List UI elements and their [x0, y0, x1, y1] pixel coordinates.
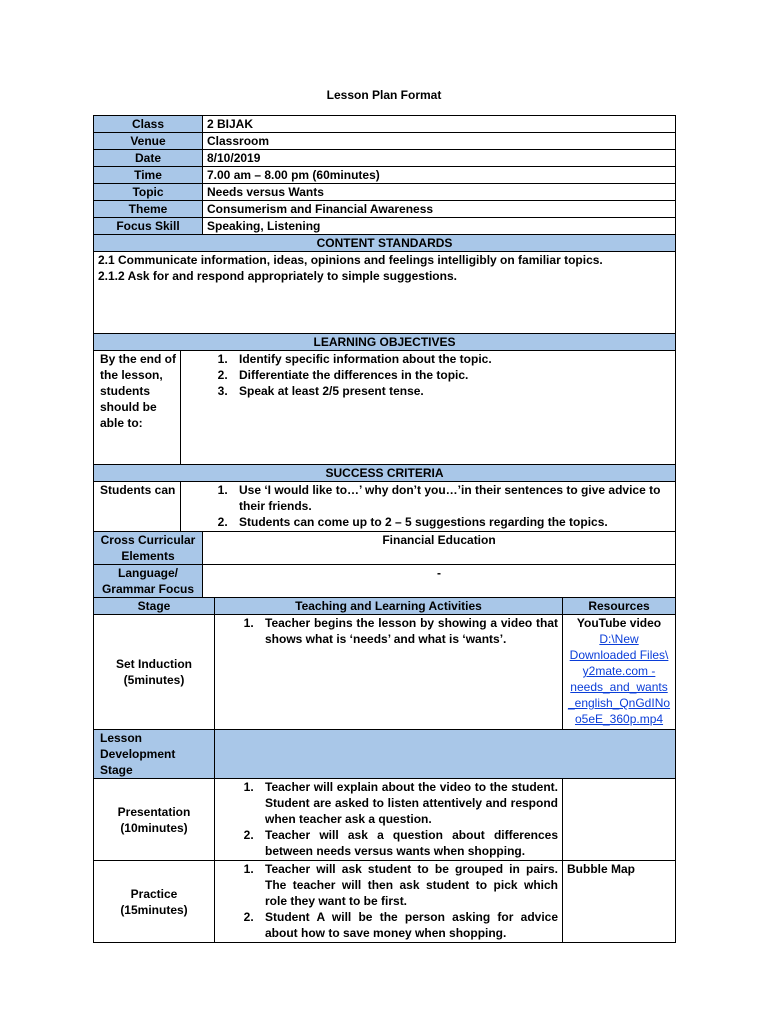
resource-title: YouTube video — [576, 616, 662, 630]
content-standard-line: 2.1 Communicate information, ideas, opinions and feelings intelligibly on familiar topics. — [98, 253, 603, 267]
language-focus-row — [94, 565, 676, 598]
info-value: Needs versus Wants — [203, 184, 676, 201]
presentation-stage: Presentation (10minutes) — [94, 779, 215, 861]
info-label: Class — [94, 116, 203, 133]
activity-item: 1. Teacher will ask student to be grouped in pairs. The teacher will then ask student to pick which role they want to be first. — [257, 861, 558, 909]
info-label: Venue — [94, 133, 203, 150]
info-row-class — [94, 116, 676, 133]
set-induction-stage: Set Induction (5minutes) — [94, 615, 215, 730]
info-label: Theme — [94, 201, 203, 218]
lesson-plan-table — [93, 115, 676, 943]
cross-curricular-value: Financial Education — [203, 532, 676, 565]
objective-item: 1. Identify specific information about the topic. — [231, 351, 671, 367]
resources-header: Resources — [563, 598, 676, 615]
success-criteria-row — [94, 482, 676, 532]
objective-item: 3. Speak at least 2/5 present tense. — [231, 383, 671, 399]
practice-list — [219, 861, 558, 941]
info-row-time — [94, 167, 676, 184]
info-value: Consumerism and Financial Awareness — [203, 201, 676, 218]
info-row-topic — [94, 184, 676, 201]
lesson-development-label: Lesson Development Stage — [94, 730, 215, 779]
success-criteria-label: Students can — [94, 482, 181, 532]
activities-header-row — [94, 598, 676, 615]
info-row-theme — [94, 201, 676, 218]
success-criteria-list-cell — [181, 482, 676, 532]
learning-objectives-list-cell — [181, 351, 676, 465]
info-value: 8/10/2019 — [203, 150, 676, 167]
success-criteria-list — [185, 482, 671, 530]
content-standards-row — [94, 252, 676, 334]
learning-objectives-list — [185, 351, 671, 399]
info-row-venue — [94, 133, 676, 150]
criteria-item: 2. Students can come up to 2 – 5 suggestions regarding the topics. — [231, 514, 671, 530]
info-row-date — [94, 150, 676, 167]
info-value: Classroom — [203, 133, 676, 150]
info-label: Focus Skill — [94, 218, 203, 235]
activity-item: 2. Student A will be the person asking for advice about how to save money when shopping. — [257, 909, 558, 941]
language-focus-label: Language/ Grammar Focus — [94, 565, 203, 598]
cross-curricular-row — [94, 532, 676, 565]
activity-item: 1. Teacher begins the lesson by showing a video that shows what is ‘needs’ and what is ‘wants’. — [257, 615, 558, 647]
presentation-resources — [563, 779, 676, 861]
section-header: CONTENT STANDARDS — [94, 235, 676, 252]
info-label: Topic — [94, 184, 203, 201]
cross-curricular-label: Cross Curricular Elements — [94, 532, 203, 565]
success-criteria-header-row — [94, 465, 676, 482]
objective-item: 2. Differentiate the differences in the topic. — [231, 367, 671, 383]
video-file-link[interactable]: D:\New Downloaded Files\ y2mate.com - needs_and_wants _english_QnGdINo o5eE_360p.mp4 — [567, 632, 671, 726]
page-title: Lesson Plan Format — [326, 88, 442, 102]
activity-item: 2. Teacher will ask a question about differences between needs versus wants when shopping. — [257, 827, 558, 859]
presentation-list — [219, 779, 558, 859]
activity-item: 1. Teacher will explain about the video to the student. Student are asked to listen attentively and respond when teacher ask a question. — [257, 779, 558, 827]
lesson-development-row — [94, 730, 676, 779]
presentation-activities — [215, 779, 563, 861]
info-label: Date — [94, 150, 203, 167]
practice-stage: Practice (15minutes) — [94, 861, 215, 943]
set-induction-activities — [215, 615, 563, 730]
practice-activities — [215, 861, 563, 943]
lesson-development-fill — [215, 730, 676, 779]
section-header: SUCCESS CRITERIA — [94, 465, 676, 482]
content-standards-cell — [94, 252, 676, 334]
criteria-item: 1. Use ‘I would like to…’ why don’t you…’in their sentences to give advice to their friends. — [231, 482, 671, 514]
learning-objectives-header-row — [94, 334, 676, 351]
content-standards-header-row — [94, 235, 676, 252]
activities-header: Teaching and Learning Activities — [215, 598, 563, 615]
content-standard-line: 2.1.2 Ask for and respond appropriately to simple suggestions. — [98, 269, 457, 283]
language-focus-value: - — [203, 565, 676, 598]
presentation-row — [94, 779, 676, 861]
practice-resources: Bubble Map — [563, 861, 676, 943]
info-value: 2 BIJAK — [203, 116, 676, 133]
learning-objectives-row — [94, 351, 676, 465]
info-value: Speaking, Listening — [203, 218, 676, 235]
set-induction-list — [219, 615, 558, 647]
info-row-focus-skill — [94, 218, 676, 235]
info-label: Time — [94, 167, 203, 184]
stage-header: Stage — [94, 598, 215, 615]
set-induction-resources — [563, 615, 676, 730]
info-value: 7.00 am – 8.00 pm (60minutes) — [203, 167, 676, 184]
practice-row — [94, 861, 676, 943]
learning-objectives-label: By the end of the lesson, students should be able to: — [94, 351, 181, 465]
set-induction-row — [94, 615, 676, 730]
section-header: LEARNING OBJECTIVES — [94, 334, 676, 351]
